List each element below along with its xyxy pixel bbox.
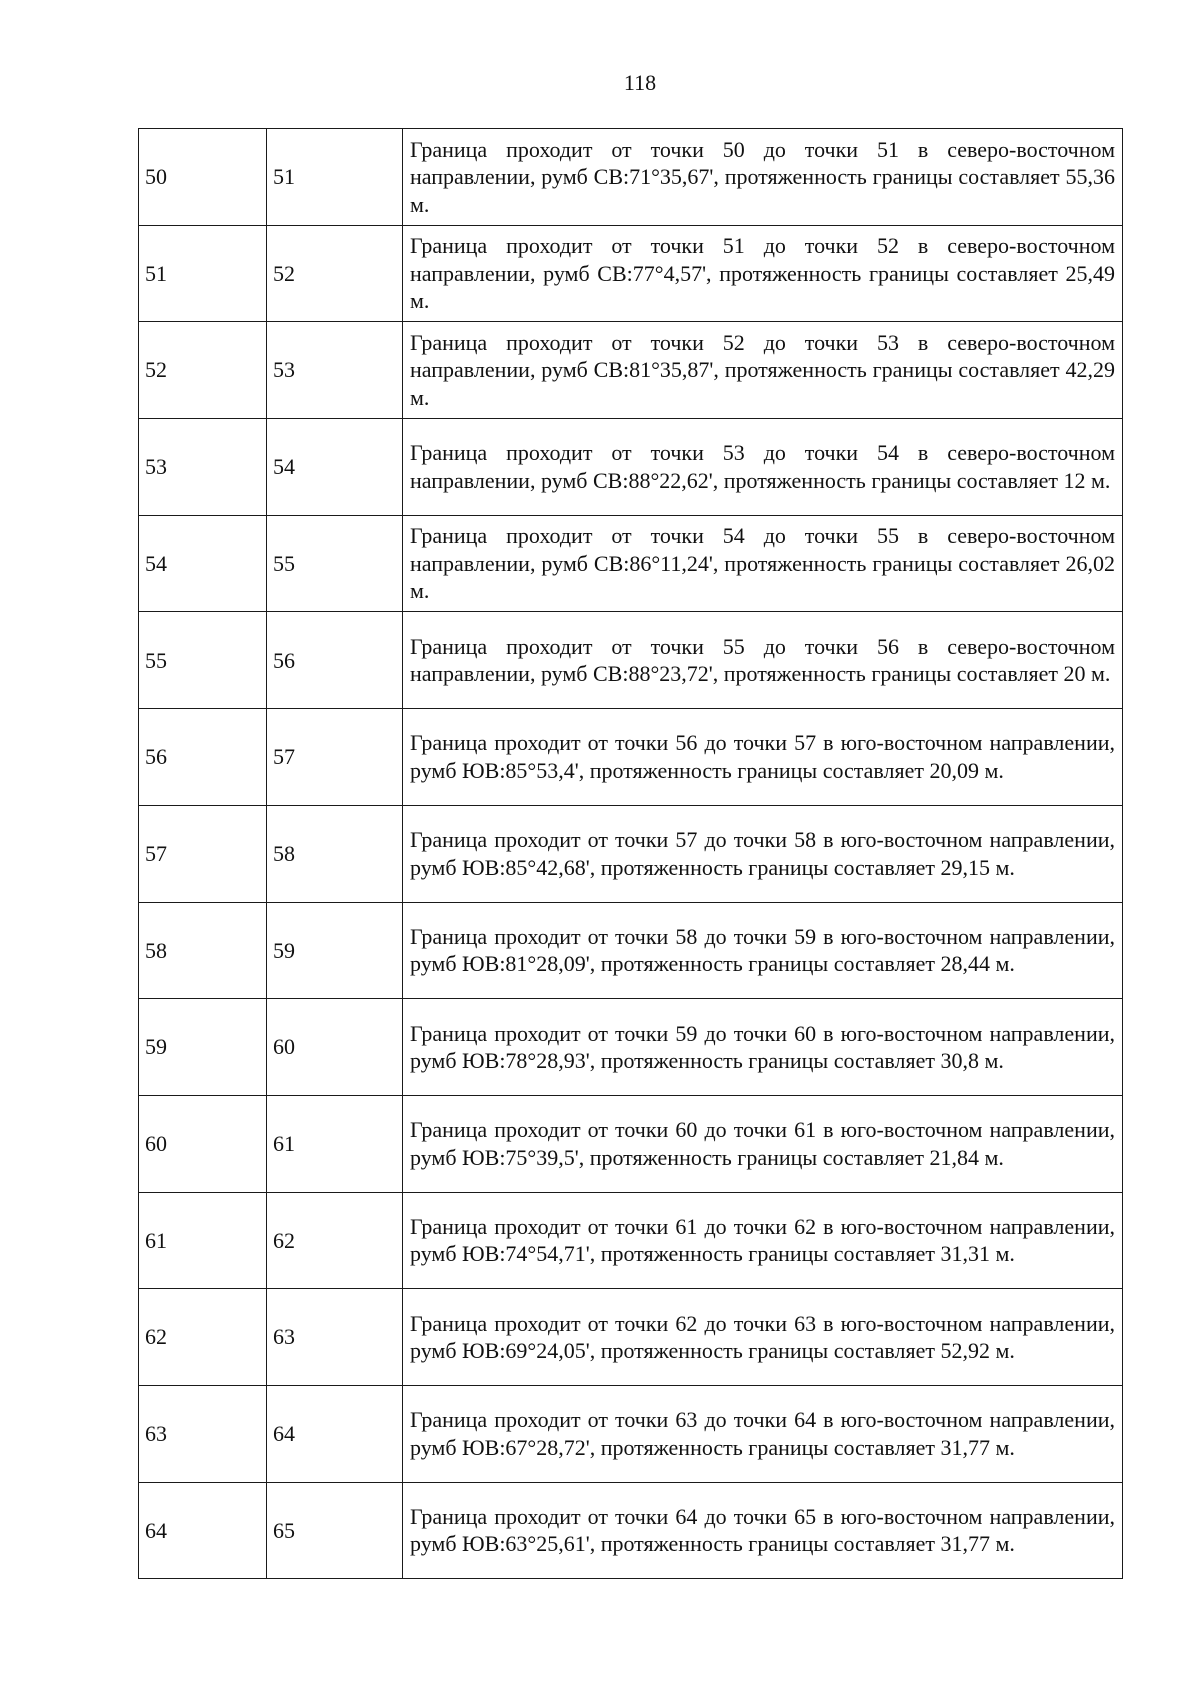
boundary-description-cell: Граница проходит от точки 58 до точки 59 в юго-восточном направлении, румб ЮВ:81°28,09', протяженность границы составляет 28,44 м.: [403, 902, 1123, 999]
boundary-table: [138, 128, 1123, 1579]
point-to-cell: 54: [267, 419, 403, 516]
boundary-description-cell: Граница проходит от точки 63 до точки 64 в юго-восточном направлении, румб ЮВ:67°28,72', протяженность границы составляет 31,77 м.: [403, 1385, 1123, 1482]
point-from-cell: 52: [139, 322, 267, 419]
point-from-cell: 61: [139, 1192, 267, 1289]
boundary-description-cell: Граница проходит от точки 64 до точки 65 в юго-восточном направлении, румб ЮВ:63°25,61', протяженность границы составляет 31,77 м.: [403, 1482, 1123, 1579]
point-to-cell: 52: [267, 225, 403, 322]
point-from-cell: 50: [139, 129, 267, 226]
table-row: [139, 322, 1123, 419]
table-row: [139, 999, 1123, 1096]
table-row: [139, 1482, 1123, 1579]
point-to-cell: 65: [267, 1482, 403, 1579]
point-from-cell: 56: [139, 709, 267, 806]
point-to-cell: 57: [267, 709, 403, 806]
boundary-description-cell: Граница проходит от точки 61 до точки 62 в юго-восточном направлении, румб ЮВ:74°54,71', протяженность границы составляет 31,31 м.: [403, 1192, 1123, 1289]
table-row: [139, 225, 1123, 322]
page-number: 118: [623, 70, 657, 95]
point-from-cell: 55: [139, 612, 267, 709]
point-to-cell: 58: [267, 805, 403, 902]
table-row: [139, 1289, 1123, 1386]
point-to-cell: 63: [267, 1289, 403, 1386]
table-row: [139, 709, 1123, 806]
boundary-description-cell: Граница проходит от точки 59 до точки 60 в юго-восточном направлении, румб ЮВ:78°28,93', протяженность границы составляет 30,8 м.: [403, 999, 1123, 1096]
table-row: [139, 612, 1123, 709]
boundary-description-cell: Граница проходит от точки 55 до точки 56 в северо-восточном направлении, румб СВ:88°23,72', протяженность границы составляет 20 м.: [403, 612, 1123, 709]
point-to-cell: 51: [267, 129, 403, 226]
table-row: [139, 515, 1123, 612]
point-from-cell: 58: [139, 902, 267, 999]
point-to-cell: 56: [267, 612, 403, 709]
table-row: [139, 805, 1123, 902]
point-to-cell: 62: [267, 1192, 403, 1289]
boundary-description-cell: Граница проходит от точки 62 до точки 63 в юго-восточном направлении, румб ЮВ:69°24,05', протяженность границы составляет 52,92 м.: [403, 1289, 1123, 1386]
table-row: [139, 1385, 1123, 1482]
boundary-description-cell: Граница проходит от точки 56 до точки 57 в юго-восточном направлении, румб ЮВ:85°53,4', протяженность границы составляет 20,09 м.: [403, 709, 1123, 806]
table-row: [139, 129, 1123, 226]
table-row: [139, 1095, 1123, 1192]
point-from-cell: 51: [139, 225, 267, 322]
table-row: [139, 902, 1123, 999]
boundary-table-body: [139, 129, 1123, 1579]
point-to-cell: 61: [267, 1095, 403, 1192]
point-from-cell: 62: [139, 1289, 267, 1386]
point-to-cell: 60: [267, 999, 403, 1096]
boundary-description-cell: Граница проходит от точки 51 до точки 52 в северо-восточном направлении, румб СВ:77°4,57', протяженность границы составляет 25,49 м.: [403, 225, 1123, 322]
boundary-description-cell: Граница проходит от точки 52 до точки 53 в северо-восточном направлении, румб СВ:81°35,87', протяженность границы составляет 42,29 м.: [403, 322, 1123, 419]
point-from-cell: 54: [139, 515, 267, 612]
table-row: [139, 1192, 1123, 1289]
point-from-cell: 59: [139, 999, 267, 1096]
point-to-cell: 53: [267, 322, 403, 419]
boundary-description-cell: Граница проходит от точки 57 до точки 58 в юго-восточном направлении, румб ЮВ:85°42,68', протяженность границы составляет 29,15 м.: [403, 805, 1123, 902]
table-row: [139, 419, 1123, 516]
point-from-cell: 53: [139, 419, 267, 516]
point-to-cell: 55: [267, 515, 403, 612]
point-to-cell: 59: [267, 902, 403, 999]
boundary-description-cell: Граница проходит от точки 53 до точки 54 в северо-восточном направлении, румб СВ:88°22,62', протяженность границы составляет 12 м.: [403, 419, 1123, 516]
point-from-cell: 57: [139, 805, 267, 902]
boundary-description-cell: Граница проходит от точки 54 до точки 55 в северо-восточном направлении, румб СВ:86°11,24', протяженность границы составляет 26,02 м.: [403, 515, 1123, 612]
point-from-cell: 60: [139, 1095, 267, 1192]
boundary-description-cell: Граница проходит от точки 60 до точки 61 в юго-восточном направлении, румб ЮВ:75°39,5', протяженность границы составляет 21,84 м.: [403, 1095, 1123, 1192]
point-from-cell: 63: [139, 1385, 267, 1482]
point-from-cell: 64: [139, 1482, 267, 1579]
point-to-cell: 64: [267, 1385, 403, 1482]
boundary-description-cell: Граница проходит от точки 50 до точки 51 в северо-восточном направлении, румб СВ:71°35,67', протяженность границы составляет 55,36 м.: [403, 129, 1123, 226]
